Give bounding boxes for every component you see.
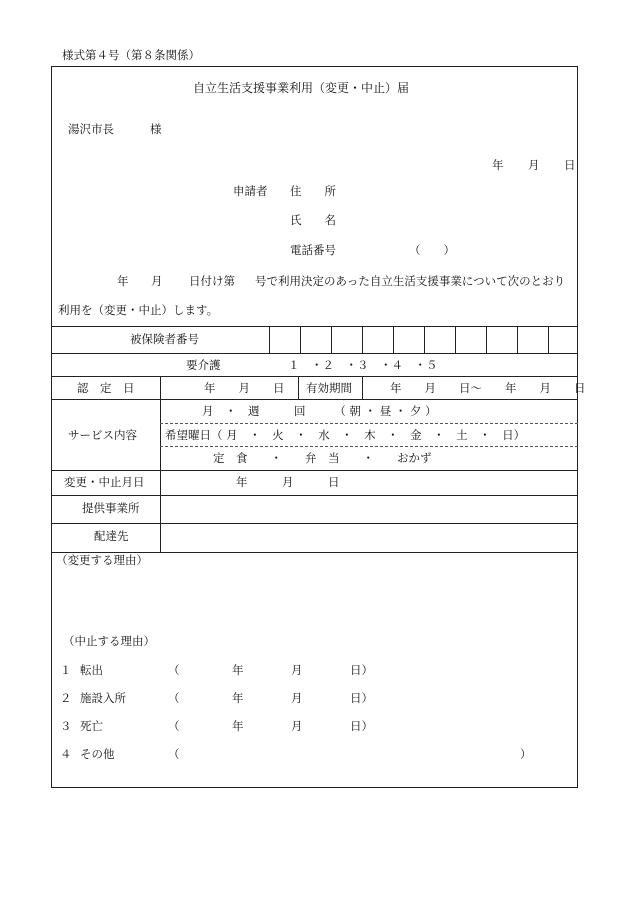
body-date-ref: 日付け第	[189, 274, 235, 288]
form-frame	[51, 66, 578, 788]
stop-reason-num: ２	[60, 691, 72, 705]
paren-open: （	[168, 691, 180, 705]
form-title: 自立生活支援事業利用（変更・中止）届	[193, 81, 410, 95]
body-month: 月	[151, 274, 163, 288]
care-level-options: １ ・２ ・３ ・４ ・５	[288, 358, 438, 372]
valid-period-value-divider	[362, 376, 363, 399]
service-dashed-line	[160, 423, 578, 424]
insured-number-label: 被保険者番号	[130, 332, 199, 346]
month-label: 月	[291, 719, 303, 733]
month-label: 月	[291, 691, 303, 705]
year-label: 年	[232, 663, 244, 677]
body-text-1: 号で利用決定のあった自立生活支援事業について次のとおり	[255, 274, 566, 288]
phone-label: 電話番号	[290, 243, 336, 257]
valid-period-divider	[298, 376, 299, 399]
digit-box-divider	[393, 326, 394, 353]
digit-box-divider	[548, 326, 549, 353]
provider-label: 提供事業所	[82, 501, 140, 515]
stop-reason-label: 死亡	[80, 719, 103, 733]
paren-open: （	[168, 719, 180, 733]
care-level-label: 要介護	[186, 358, 221, 372]
day-close: 日）	[350, 719, 373, 733]
stop-reason-label: （中止する理由）	[63, 634, 155, 648]
paren-open: （	[168, 663, 180, 677]
valid-period-value: 年 月 日～ 年 月 日	[390, 381, 586, 395]
addressee: 湯沢市長	[68, 122, 114, 136]
service-frequency: 月 ・ 週 回 （ 朝 ・ 昼 ・ 夕 ）	[202, 404, 437, 418]
month-label: 月	[291, 663, 303, 677]
change-reason-label: （変更する理由）	[56, 553, 148, 567]
stop-reason-num: ３	[60, 719, 72, 733]
stop-reason-num: １	[60, 663, 72, 677]
date-day: 日	[564, 158, 576, 172]
table-top-line	[51, 326, 578, 327]
day-close: 日）	[350, 663, 373, 677]
change-date-label: 変更・中止月日	[64, 475, 145, 489]
digit-box-divider	[517, 326, 518, 353]
service-dashed-line	[160, 446, 578, 447]
service-type: 定 食 ・ 弁 当 ・ おかず	[213, 451, 432, 465]
row-line	[51, 523, 578, 524]
digit-box-divider	[362, 326, 363, 353]
insured-number-divider	[269, 326, 270, 353]
day-close: 日）	[350, 691, 373, 705]
cert-date-label: 認 定 日	[77, 381, 135, 395]
digit-box-divider	[486, 326, 487, 353]
honorific: 様	[150, 122, 162, 136]
year-label: 年	[232, 719, 244, 733]
body-year: 年	[117, 274, 129, 288]
stop-reason-label: 施設入所	[80, 691, 126, 705]
digit-box-divider	[300, 326, 301, 353]
service-label: サービス内容	[68, 428, 137, 442]
other-reason-num: ４	[60, 747, 72, 761]
change-date-value: 年 月 日	[236, 475, 340, 489]
stop-reason-label: 転出	[80, 663, 103, 677]
year-label: 年	[232, 691, 244, 705]
paren-open: （	[168, 747, 180, 761]
digit-box-divider	[455, 326, 456, 353]
form-number: 様式第４号（第８条関係）	[62, 48, 200, 62]
address-label: 住 所	[290, 184, 336, 198]
body-text-2: 利用を（変更・中止）します。	[58, 303, 219, 317]
service-days: 希望曜日（ 月 ・ 火 ・ 水 ・ 木 ・ 金 ・ 土 ・ 日）	[165, 428, 526, 442]
date-month: 月	[528, 158, 540, 172]
digit-box-divider	[424, 326, 425, 353]
cert-date-value: 年 月 日	[204, 381, 285, 395]
row-line	[51, 470, 578, 471]
row-line	[51, 376, 578, 377]
applicant-label: 申請者	[233, 184, 268, 198]
delivery-label: 配達先	[94, 529, 129, 543]
other-reason-label: その他	[80, 747, 115, 761]
name-label: 氏 名	[290, 213, 336, 227]
row-line	[51, 353, 578, 354]
digit-box-divider	[331, 326, 332, 353]
row-line	[51, 495, 578, 496]
date-year: 年	[492, 158, 504, 172]
phone-paren: （ ）	[409, 243, 455, 257]
label-column-divider	[160, 376, 161, 552]
row-line	[51, 399, 578, 400]
valid-period-label: 有効期間	[306, 381, 352, 395]
paren-close: ）	[520, 747, 532, 761]
